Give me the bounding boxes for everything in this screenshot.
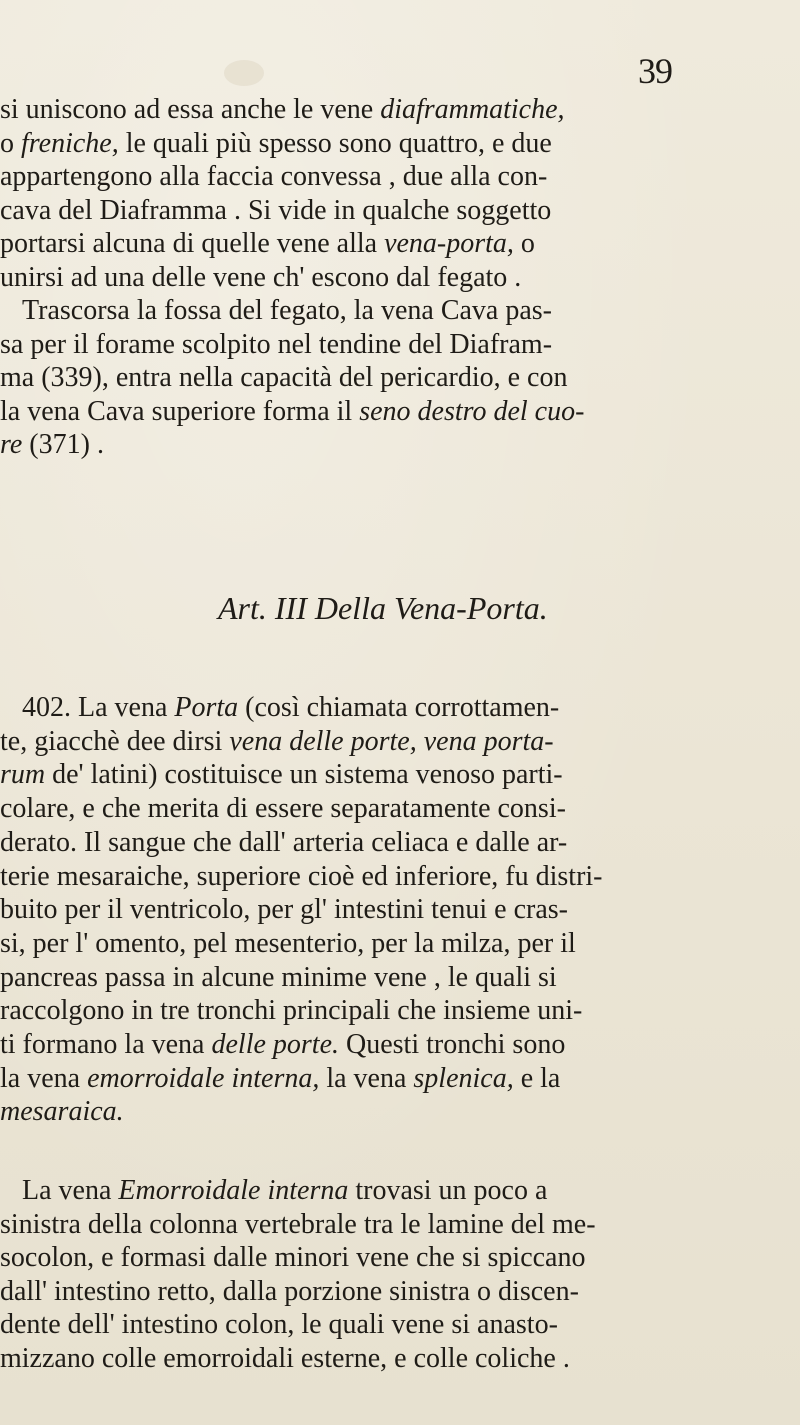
text-line <box>0 327 552 363</box>
italic-segment: Porta <box>174 692 239 723</box>
text-line <box>0 159 547 195</box>
page-number: 39 <box>638 51 672 91</box>
italic-segment: vena delle porte, vena porta- <box>229 725 554 757</box>
text-line <box>0 724 554 760</box>
text-segment: buito per il ventricolo, per gl' intestini tenui e cras- <box>0 894 568 926</box>
italic-segment: delle porte. <box>211 1029 340 1060</box>
text-segment: la vena <box>319 1062 414 1094</box>
text-segment: (così chiamata corrottamen- <box>238 692 560 723</box>
text-line <box>0 993 582 1029</box>
italic-segment: freniche, <box>21 127 119 159</box>
text-line <box>0 1240 585 1276</box>
text-segment: socolon, e formasi dalle minori vene che si spiccano <box>0 1242 586 1273</box>
text-segment: te, giacchè dee dirsi <box>0 725 230 757</box>
text-line <box>0 260 521 296</box>
text-segment: o <box>513 228 535 259</box>
text-line <box>0 859 603 895</box>
text-line <box>0 1094 124 1130</box>
italic-segment: vena-porta, <box>384 228 514 259</box>
text-segment: cava del Diaframma . Si vide in qualche soggetto <box>0 194 552 226</box>
italic-segment: mesaraica. <box>0 1096 124 1128</box>
text-line <box>0 1061 560 1097</box>
text-segment: raccolgono in tre tronchi principali che insieme uni- <box>0 995 583 1027</box>
text-line <box>0 1274 579 1310</box>
text-segment: si uniscono ad essa anche le vene <box>0 94 381 125</box>
text-line <box>22 1173 547 1209</box>
text-line <box>0 193 551 229</box>
text-segment: o <box>0 127 21 159</box>
text-segment: la vena <box>0 1062 88 1094</box>
text-segment: ti formano la vena <box>0 1029 212 1060</box>
text-segment: colare, e che merita di essere separatamente consi- <box>0 793 566 825</box>
italic-segment: diaframmatiche, <box>380 94 565 125</box>
section-heading: Art. III Della Vena-Porta. <box>218 590 548 626</box>
text-line <box>0 825 567 861</box>
text-line <box>0 1207 596 1243</box>
text-line <box>0 1307 558 1343</box>
text-segment: 402. La vena <box>22 692 175 723</box>
text-segment: la vena Cava superiore forma il <box>0 395 360 427</box>
text-segment: de' latini) costituisce un sistema venoso parti- <box>45 759 563 791</box>
text-line <box>0 1027 565 1063</box>
text-segment: sinistra della colonna vertebrale tra le lamine del me- <box>0 1208 596 1240</box>
text-segment: si, per l' omento, pel mesenterio, per la milza, per il <box>0 927 576 959</box>
text-segment: La vena <box>22 1175 119 1206</box>
text-line <box>0 427 104 463</box>
text-segment: mizzano colle emorroidali esterne, e colle coliche . <box>0 1342 570 1374</box>
text-segment: appartengono alla faccia convessa , due alla con- <box>0 161 548 192</box>
text-line <box>0 1341 570 1377</box>
text-segment: ma (339), entra nella capacità del pericardio, e con <box>0 362 568 393</box>
text-segment: derato. Il sangue che dall' arteria celiaca e dalle ar- <box>0 826 568 858</box>
text-line <box>0 360 567 396</box>
italic-segment: re <box>0 429 23 460</box>
text-line <box>0 892 568 928</box>
text-segment: unirsi ad una delle vene ch' escono dal fegato . <box>0 261 522 293</box>
text-segment: trovasi un poco a <box>348 1175 548 1206</box>
text-segment: portarsi alcuna di quelle vene alla <box>0 228 385 259</box>
italic-segment: seno destro del cuo- <box>359 395 585 427</box>
text-line <box>0 791 566 827</box>
text-segment: dente dell' intestino colon, le quali vene si anasto- <box>0 1309 558 1340</box>
text-line <box>0 126 552 162</box>
italic-segment: rum <box>0 759 46 791</box>
text-line <box>0 757 563 793</box>
text-line <box>22 293 552 329</box>
text-segment: Trascorsa la fossa del fegato, la vena Cava pas- <box>22 295 553 326</box>
text-line <box>0 226 535 262</box>
text-segment: sa per il forame scolpito nel tendine del Diafram- <box>0 328 553 360</box>
text-segment: dall' intestino retto, dalla porzione sinistra o discen- <box>0 1275 579 1307</box>
text-line <box>0 960 557 996</box>
text-segment: pancreas passa in alcune minime vene , le quali si <box>0 961 557 993</box>
text-line <box>0 92 565 128</box>
italic-segment: Emorroidale interna <box>118 1175 349 1206</box>
italic-segment: emorroidale interna, <box>87 1062 320 1094</box>
text-segment: e la <box>513 1062 561 1094</box>
paper-stain <box>224 60 264 86</box>
text-segment: le quali più spesso sono quattro, e due <box>118 127 552 159</box>
text-line <box>22 690 559 726</box>
text-line <box>0 926 576 962</box>
text-segment: terie mesaraiche, superiore cioè ed inferiore, fu distri- <box>0 860 603 892</box>
italic-segment: splenica, <box>413 1062 514 1094</box>
text-segment: Questi tronchi sono <box>339 1029 566 1060</box>
text-segment: (371) . <box>22 429 104 460</box>
text-line <box>0 394 584 430</box>
